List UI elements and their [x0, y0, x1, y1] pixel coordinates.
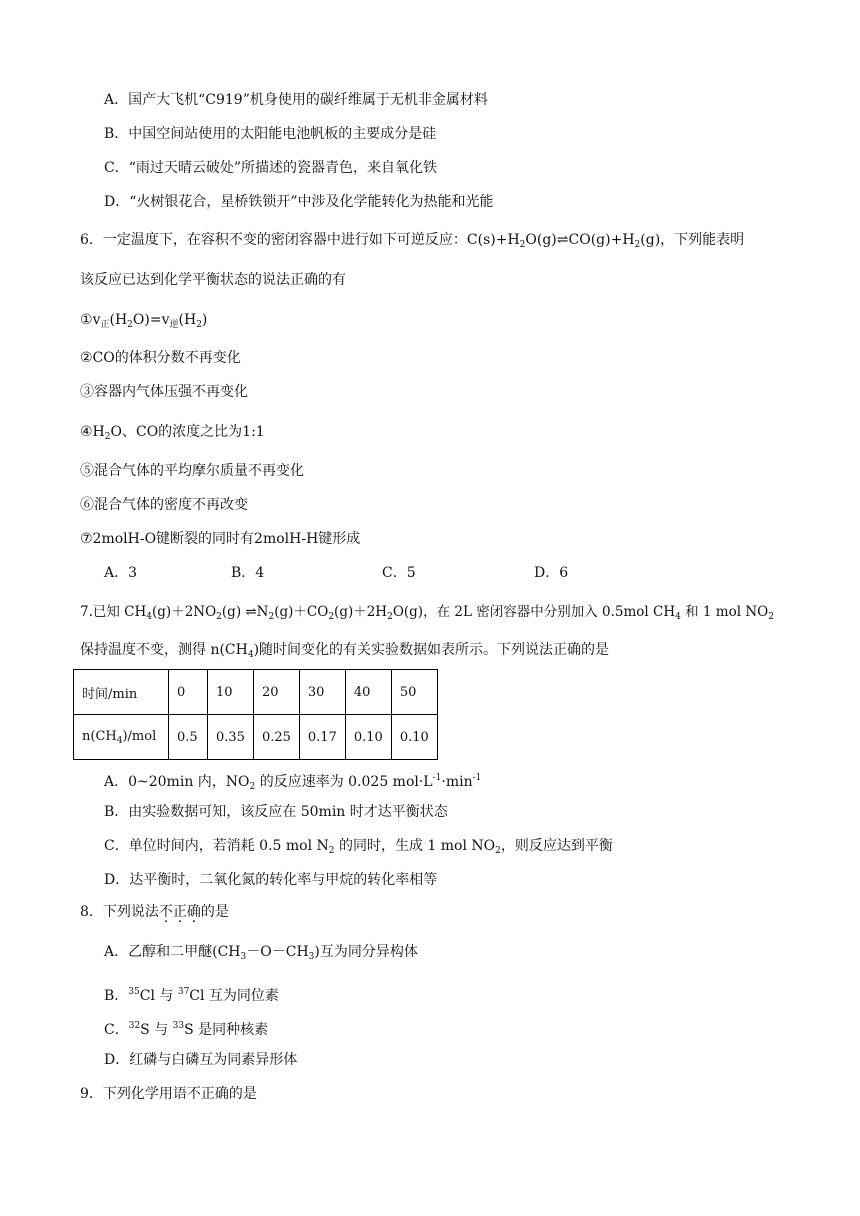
q6-stem-line1 — [80, 230, 744, 255]
q7-option-b: B．由实验数据可知，该反应在 50min 时才达平衡状态 — [104, 804, 448, 820]
q5-option-a: A．国产大飞机“C919”机身使用的碳纤维属于无机非金属材料 — [104, 92, 488, 108]
q6-choice-b: B．4 — [231, 565, 265, 581]
table-cell: 40 — [345, 670, 391, 715]
table-cell: 0.35 — [208, 715, 254, 760]
table-cell: 时间/min — [74, 670, 169, 715]
emphasis-dot-char: 确 — [186, 904, 201, 920]
q8-stem: 8．下列说法不正确的是 — [80, 904, 229, 920]
table-cell: 0.5 — [169, 715, 208, 760]
q7-option-d: D．达平衡时，二氧化氮的转化率与甲烷的转化率相等 — [104, 872, 438, 888]
q6-choice-a: A．3 — [104, 565, 138, 581]
q6-stem-a: 6．一定温度下，在容积不变的密闭容器中进行如下可逆反应： — [80, 232, 467, 248]
q6-item-6: ⑥混合气体的密度不再改变 — [80, 497, 248, 513]
q5-option-d: D．“火树银花合，星桥铁锁开”中涉及化学能转化为热能和光能 — [104, 194, 494, 210]
q6-stem-line2: 该反应已达到化学平衡状态的说法正确的有 — [80, 272, 346, 288]
table-cell: 0.25 — [253, 715, 299, 760]
table-cell: 0 — [169, 670, 208, 715]
q7-stem-line1: 7.已知 $CH_4(g)+2NO_2(g)$ $\rightleftharpoons N_2(g)+CO_2(g)+2H_2O(g)$，在 2L 密闭容器中分别加入 0.5mol $CH_4$ 和 1 mol $NO_2$ — [80, 604, 774, 622]
q6-item-1: $①v_正(H_2O)=v_逆(H_2)$ — [80, 312, 208, 330]
q6-item-2: ②CO的体积分数不再变化 — [80, 350, 241, 366]
q6-choice-c: C．5 — [382, 565, 416, 581]
table-cell: 20 — [253, 670, 299, 715]
q5-option-c: C．“雨过天晴云破处”所描述的瓷器青色，来自氧化铁 — [104, 160, 438, 176]
q6-equation: $C(s)+H_2O(g)\rightleftharpoons CO(g)+H_2(g)$ — [466, 232, 661, 250]
q6-item-3: ③容器内气体压强不再变化 — [80, 384, 248, 400]
table-cell: 50 — [391, 670, 437, 715]
q7-stem-line2: 保持温度不变，测得 $n(CH_4)$随时间变化的有关实验数据如表所示。下列说法正确的是 — [80, 642, 610, 660]
q7-option-c: C．单位时间内，若消耗 0.5 mol $N_2$ 的同时，生成 1 mol $NO_2$，则反应达到平衡 — [104, 838, 613, 856]
table-cell: 0.17 — [299, 715, 345, 760]
q8-option-d: D．红磷与白磷互为同素异形体 — [104, 1052, 298, 1068]
q6-stem-b: ，下列能表明 — [660, 232, 745, 248]
q8-option-b: B．$^{35}$Cl 与 $^{37}$Cl 互为同位素 — [104, 987, 279, 1004]
q9-stem: 9．下列化学用语不正确的是 — [80, 1086, 257, 1102]
q6-item-5: ⑤混合气体的平均摩尔质量不再变化 — [80, 463, 304, 479]
emphasis-dot-char: 正 — [172, 904, 187, 920]
table-cell: $n(CH_4)$/mol — [74, 715, 169, 760]
emphasis-dot-char: 不 — [158, 904, 173, 920]
table-row — [74, 670, 438, 715]
q6-choices — [104, 562, 744, 582]
q6-choice-d: D．6 — [534, 565, 569, 581]
q7-option-a: A．0~20min 内，$NO_2$ 的反应速率为 0.025 $mol\cdot L^{-1}\cdot\min^{-1}$ — [104, 773, 482, 792]
table-cell: 0.10 — [391, 715, 437, 760]
table-cell: 10 — [208, 670, 254, 715]
q7-data-table — [73, 669, 438, 760]
table-cell: 30 — [299, 670, 345, 715]
q6-item-4: $④H_2O$、CO的浓度之比为1:1 — [80, 424, 265, 442]
q8-option-c: C．$^{32}$S 与 $^{33}$S 是同种核素 — [104, 1021, 269, 1038]
table-cell: 0.10 — [345, 715, 391, 760]
q6-item-7: ⑦2molH-O键断裂的同时有2molH-H键形成 — [80, 531, 361, 547]
q5-option-b: B．中国空间站使用的太阳能电池帆板的主要成分是硅 — [104, 126, 437, 142]
table-row — [74, 715, 438, 760]
q8-option-a: A．乙醇和二甲醚$(CH_3-O-CH_3)$互为同分异构体 — [104, 944, 418, 962]
reversible-arrow-icon: ⇌ — [556, 232, 569, 248]
